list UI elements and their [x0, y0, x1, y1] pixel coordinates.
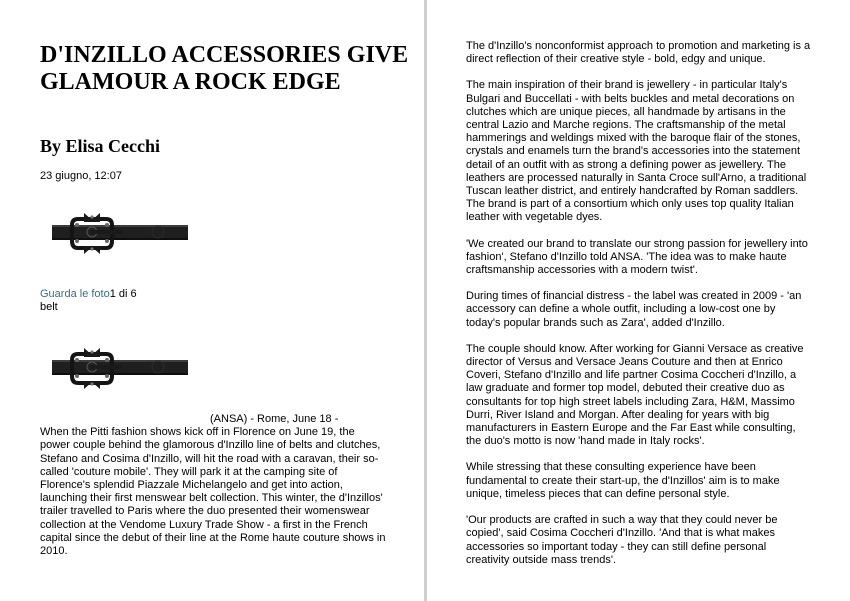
lead-body: When the Pitti fashion shows kick off in Florence on June 19, the power couple behind the glamorous d'Inzillo line of belts and clutches, Stefano and Cosima d'Inzillo, will hit the road with a caravan, their so-called 'couture mobile'. They will park it at the camping site of Florence's splendid Piazzale Michelangelo and get into action, launching their first menswear belt collection. This winter, the d'Inzillos' trailer travelled to Paris where the duo presented their womenswear collection at the Vendome Luxury Trade Show - a first in the French capital since the debut of their line at the Rome haute couture shows in 2010.	[40, 426, 386, 558]
article-date: 23 giugno, 12:07	[40, 170, 122, 182]
belt-photo-thumbnail[interactable]	[50, 210, 190, 260]
belt-photo-main	[50, 345, 190, 395]
dateline: (ANSA) - Rome, June 18 -	[210, 413, 339, 425]
article-headline: D'INZILLO ACCESSORIES GIVE GLAMOUR A ROCK EDGE	[40, 42, 409, 95]
right-page	[427, 0, 850, 601]
body-paragraph: The main inspiration of their brand is jewellery - in particular Italy's Bulgari and Buccellati - with belts buckles and metal decorations on clutches which are unique pieces, all handmade by artisans in the central Lazio and Marche regions. The craftsmanship of the metal hammerings and weldings mixed with the baroque flair of the stones, crystals and enamels turn the brand's accessories into the statement detail of an outfit with as strong a defining power as jewellery. The leathers are processed naturally in Santa Croce sull'Arno, a traditional Tuscan leather district, and entirely handcrafted by Roman saddlers. The brand is part of a consortium which only uses top quality Italian leather with vegetable dyes.	[466, 79, 807, 224]
body-paragraph: While stressing that these consulting experience have been fundamental to create their start-up, the d'Inzillos' aim is to make unique, timeless pieces that can define personal style.	[466, 461, 780, 500]
body-paragraph: 'Our products are crafted in such a way that they could never be copied', said Cosima Coccheri d'Inzillo. 'And that is what makes accessories so important today - they can still define personal creativity outside mass trends'.	[466, 514, 778, 566]
body-paragraph: The couple should know. After working for Gianni Versace as creative director of Versus and Versace Jeans Couture and then at Enrico Coveri, Stefano d'Inzillo and life partner Cosima Coccheri d'Inzillo, a law graduate and former top model, debuted their creative duo as consultants for top high street labels including Zara, H&M, Massimo Durri, River Island and Morgan. After dealing for years with big manufacturers in Eastern Europe and the Far East while consulting, the duo's motto is now 'hand made in Italy rocks'.	[466, 342, 804, 448]
article-body	[466, 40, 812, 580]
photo-gallery-info	[40, 288, 137, 314]
photo-caption: belt	[40, 301, 58, 313]
left-page	[0, 0, 424, 601]
body-paragraph: The d'Inzillo's nonconformist approach to promotion and marketing is a direct reflection of their creative style - bold, edgy and unique.	[466, 40, 811, 66]
lead-paragraph	[40, 413, 386, 558]
gallery-counter: 1 di 6	[109, 288, 137, 300]
article-byline: By Elisa Cecchi	[40, 136, 160, 156]
gallery-link[interactable]: Guarda le foto	[40, 288, 110, 300]
body-paragraph: 'We created our brand to translate our strong passion for jewellery into fashion', Stefano d'Inzillo told ANSA. 'The idea was to make haute craftsmanship accessories with a modern twist'.	[466, 237, 808, 277]
body-paragraph: During times of financial distress - the label was created in 2009 - 'an accessory can define a whole outfit, including a low-cost one by today's popular brands such as Zara', added d'Inzillo.	[466, 290, 802, 329]
